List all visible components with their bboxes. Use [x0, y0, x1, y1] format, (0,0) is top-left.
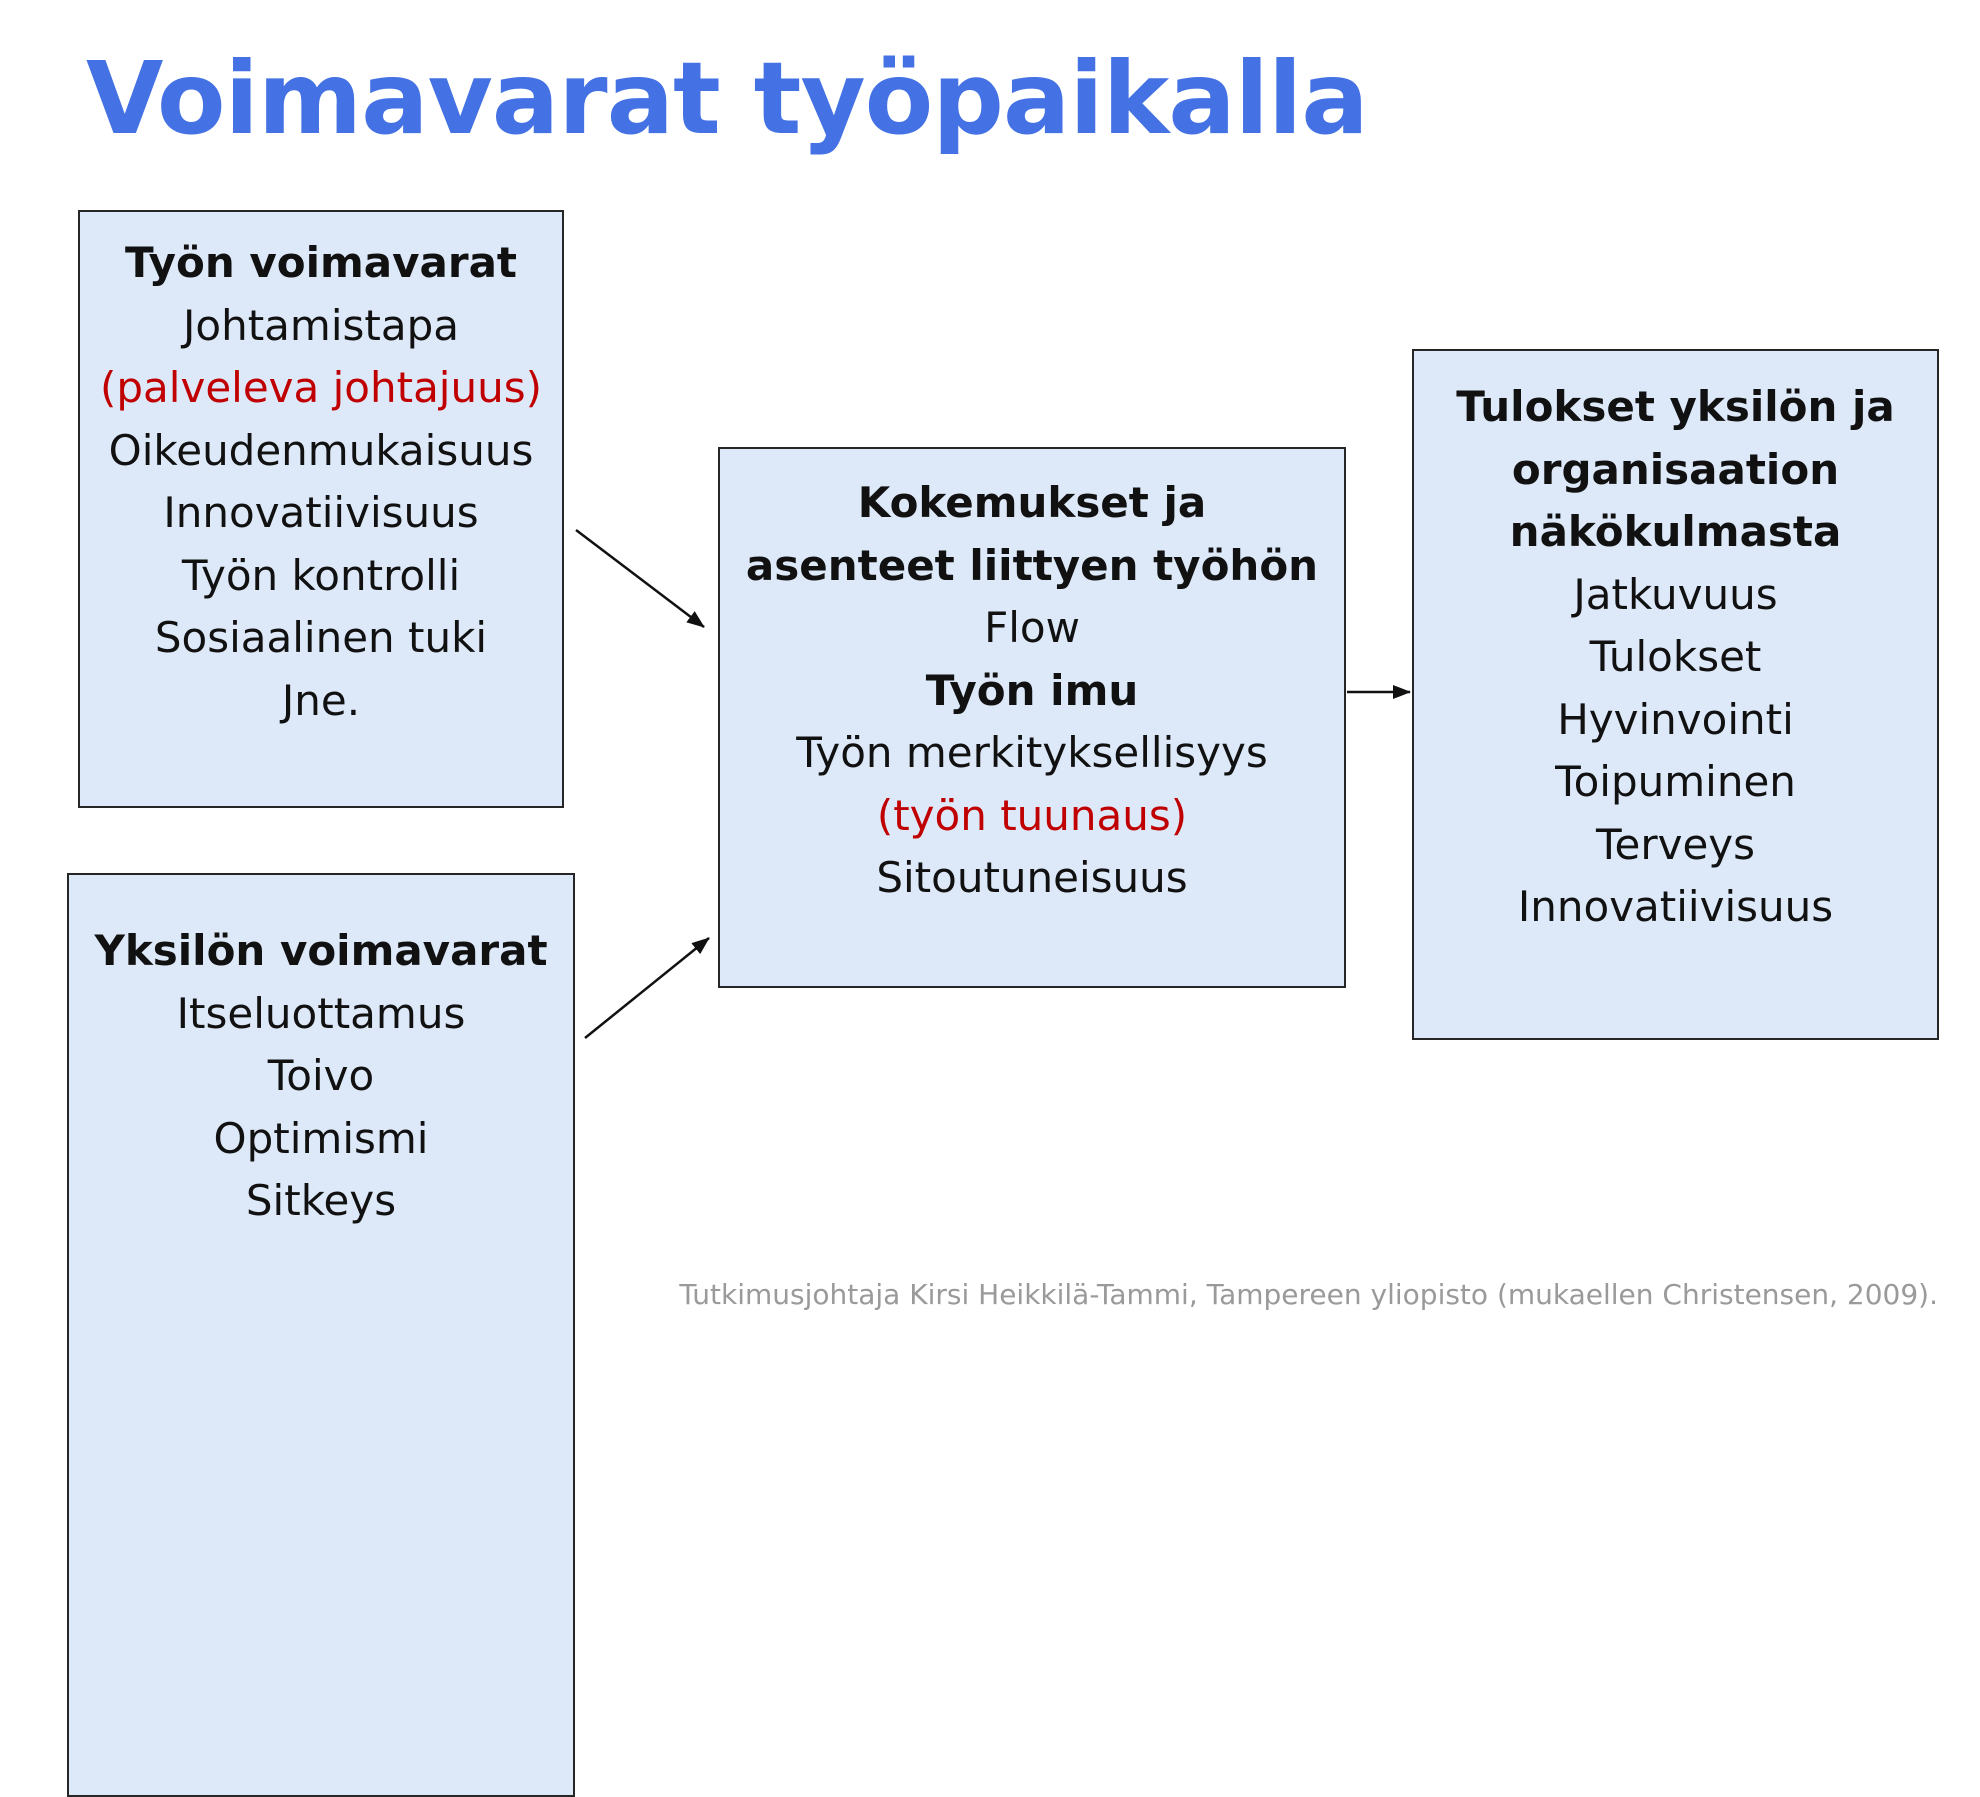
work-resources-item: Innovatiivisuus	[163, 488, 479, 537]
individual-resources-heading: Yksilön voimavarat	[94, 926, 548, 975]
individual-resources-item: Sitkeys	[245, 1176, 397, 1225]
experiences-item: Työn merkityksellisyys	[796, 728, 1268, 777]
work-resources-item: Sosiaalinen tuki	[154, 613, 488, 662]
work-resources-item: Työn kontrolli	[181, 550, 461, 600]
arrow-individual-to-experiences	[585, 938, 709, 1038]
experiences-item: Sitoutuneisuus	[876, 853, 1188, 902]
experiences-item: Työn imu	[925, 665, 1139, 715]
source-citation: Tutkimusjohtaja Kirsi Heikkilä-Tammi, Tampereen yliopisto (mukaellen Christensen, 2009).	[679, 1278, 1938, 1311]
outcomes-heading: organisaation	[1511, 444, 1840, 494]
work-resources-item: Jne.	[281, 675, 361, 725]
outcomes-item: Hyvinvointi	[1557, 694, 1794, 744]
outcomes-heading: Tulokset yksilön ja	[1456, 382, 1895, 431]
experiences-heading: asenteet liittyen työhön	[745, 540, 1319, 590]
outcomes-item: Jatkuvuus	[1573, 569, 1778, 619]
work-resources-heading: Työn voimavarat	[124, 238, 517, 287]
outcomes-item: Terveys	[1595, 819, 1756, 869]
individual-resources-item: Optimismi	[213, 1113, 429, 1163]
experiences-item: Flow	[984, 603, 1080, 652]
work-resources-item: (palveleva johtajuus)	[100, 363, 542, 412]
page-title: Voimavarat työpaikalla	[86, 40, 1368, 157]
outcomes-item: Innovatiivisuus	[1517, 882, 1834, 931]
work-resources-item: Oikeudenmukaisuus	[108, 425, 534, 475]
outcomes-item: Toipuminen	[1555, 757, 1796, 806]
individual-resources-item: Itseluottamus	[176, 988, 466, 1038]
outcomes-item: Tulokset	[1589, 632, 1762, 681]
individual-resources-item: Toivo	[267, 1051, 375, 1100]
experiences-item: (työn tuunaus)	[876, 790, 1188, 840]
experiences-heading: Kokemukset ja	[857, 478, 1207, 527]
work-resources-item: Johtamistapa	[183, 300, 459, 350]
outcomes-heading: näkökulmasta	[1509, 507, 1842, 556]
arrow-work-to-experiences	[576, 530, 704, 627]
